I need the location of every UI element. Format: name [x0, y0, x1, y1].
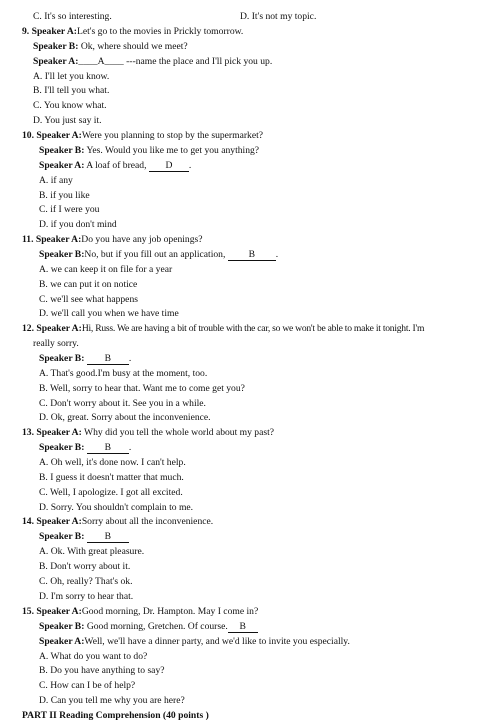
option-text: A. Ok. With great pleasure.: [39, 546, 145, 557]
question-9: [22, 25, 243, 40]
option: [39, 203, 99, 218]
option: [39, 174, 73, 189]
q12-speaker-b: Speaker B: B .: [39, 353, 132, 364]
q9-speaker-b: [33, 40, 188, 55]
option-text: D. Ok, great. Sorry about the inconvenience.: [39, 412, 211, 423]
question-number: 15.: [22, 606, 34, 617]
option-text: C. we'll see what happens: [39, 294, 138, 305]
option: [39, 411, 211, 426]
answer-letter: B: [104, 353, 112, 364]
section-title: PART II Reading Comprehension (40 points ): [22, 710, 209, 721]
dialogue-line: Good morning, Gretchen. Of course.: [86, 621, 228, 632]
speaker-label: Speaker B:: [39, 442, 85, 453]
option-text: D. we'll call you when we have time: [39, 308, 179, 319]
answer-letter: D: [165, 160, 173, 171]
speaker-label: Speaker A:: [36, 130, 82, 141]
question-number: 14.: [22, 516, 34, 527]
option-text: B. Do you have anything to say?: [39, 665, 165, 676]
option: [39, 545, 144, 560]
option-text: B. if you like: [39, 190, 90, 201]
speaker-label: Speaker A:: [35, 234, 82, 245]
q12-continuation: [33, 337, 79, 352]
option-text: C. Oh, really? That's ok.: [39, 576, 133, 587]
option: [39, 307, 179, 322]
question-14: [22, 515, 213, 530]
q11-speaker-b: Speaker B:No, but if you fill out an application, B .: [39, 249, 279, 260]
option: [39, 382, 245, 397]
speaker-label: Speaker A:: [33, 56, 79, 67]
option: [39, 278, 137, 293]
dialogue-line: Were you planning to stop by the supermarket?: [81, 130, 264, 141]
option-text: B. Well, sorry to hear that. Want me to come get you?: [39, 383, 245, 394]
speaker-label: Speaker B:: [39, 145, 85, 156]
dialogue-line: Good morning, Dr. Hampton. May I come in?: [81, 606, 259, 617]
dialogue-line: Let's go to the movies in Prickly tomorrow.: [77, 26, 244, 37]
speaker-label: Speaker B:: [33, 41, 79, 52]
question-10: [22, 129, 263, 144]
q10-speaker-a2: Speaker A: A loaf of bread, D .: [39, 160, 192, 171]
option-text: D. You just say it.: [33, 115, 102, 126]
option-text: C. Well, I apologize. I got all excited.: [39, 487, 183, 498]
question-12: [22, 322, 424, 337]
question-13: [22, 426, 274, 441]
speaker-label: Speaker B:: [39, 353, 85, 364]
speaker-label: Speaker A:: [36, 606, 82, 617]
dialogue-line: Yes. Would you like me to get you anything?: [86, 145, 260, 156]
question-15: [22, 605, 258, 620]
question-number: 13.: [22, 427, 34, 438]
option-text: C. if I were you: [39, 204, 100, 215]
answer-blank: [87, 531, 129, 543]
option-text: A. Oh well, it's done now. I can't help.: [39, 457, 186, 468]
option-text: A. we can keep it on file for a year: [39, 264, 173, 275]
dialogue-line: ---name the place and I'll pick you up.: [123, 56, 273, 67]
q9-speaker-a2: [33, 55, 272, 70]
option-d-prev: [240, 10, 316, 25]
option-text: D. It's not my topic.: [240, 11, 317, 22]
dialogue-line: Sorry about all the inconvenience.: [81, 516, 214, 527]
option: [39, 471, 184, 486]
dialogue-line: Do you have any job openings?: [81, 234, 203, 245]
option: [39, 486, 183, 501]
question-number: 11.: [22, 234, 34, 245]
option: [39, 263, 172, 278]
speaker-label: Speaker A:: [39, 160, 85, 171]
speaker-label: Speaker A:: [36, 427, 82, 438]
option-text: A. That's good.I'm busy at the moment, too.: [39, 368, 208, 379]
answer-letter: B: [104, 531, 112, 542]
option-text: A. I'll let you know.: [33, 71, 110, 82]
option: [39, 560, 130, 575]
dialogue-line: really sorry.: [33, 338, 79, 349]
dialogue-line: No, but if you fill out an application,: [84, 249, 226, 260]
option: [39, 694, 185, 709]
speaker-label: Speaker B:: [39, 531, 85, 542]
q13-speaker-b: Speaker B: B .: [39, 442, 132, 453]
option-text: D. Sorry. You shouldn't complain to me.: [39, 502, 194, 513]
option: [39, 293, 138, 308]
option-text: A. What do you want to do?: [39, 651, 148, 662]
option: [33, 114, 102, 129]
option: [39, 650, 147, 665]
q15-speaker-a2: [39, 635, 350, 650]
section-heading: [22, 709, 209, 724]
option-text: C. How can I be of help?: [39, 680, 136, 691]
speaker-label: Speaker A:: [36, 516, 82, 527]
answer-blank: [228, 249, 276, 261]
option-text: B. I guess it doesn't matter that much.: [39, 472, 184, 483]
option: [39, 679, 135, 694]
option-text: C. It's so interesting.: [33, 11, 112, 22]
option: [39, 590, 133, 605]
dialogue-line: Why did you tell the whole world about my past?: [84, 427, 275, 438]
question-11: [22, 233, 203, 248]
q14-speaker-b: [39, 530, 129, 545]
speaker-label: Speaker A:: [31, 26, 78, 37]
option: [39, 664, 165, 679]
speaker-label: Speaker B:: [39, 621, 85, 632]
option-text: B. I'll tell you what.: [33, 85, 110, 96]
option: [33, 99, 107, 114]
question-number: 10.: [22, 130, 34, 141]
answer-letter: B: [104, 442, 112, 453]
dialogue-line: Ok, where should we meet?: [80, 41, 188, 52]
option: [33, 84, 109, 99]
blank: ____: [78, 56, 98, 67]
answer-letter: B: [239, 621, 246, 632]
answer-blank: [87, 442, 129, 454]
option: [39, 501, 193, 516]
option-text: C. Don't worry about it. See you in a while.: [39, 398, 206, 409]
answer-blank: [228, 621, 258, 633]
dialogue-line: A loaf of bread,: [86, 160, 147, 171]
question-number: 9.: [22, 26, 30, 37]
option: [39, 456, 186, 471]
option-text: D. I'm sorry to hear that.: [39, 591, 134, 602]
speaker-label: Speaker A:: [39, 636, 85, 647]
dialogue-line: Well, we'll have a dinner party, and we'd like to invite you especially.: [84, 636, 350, 647]
blank: ____: [104, 56, 124, 67]
dialogue-line: Hi, Russ. We are having a bit of trouble with the car, so we won't be able to make it tonight. I'm: [81, 323, 425, 334]
answer-letter: B: [248, 249, 255, 260]
option: [39, 575, 132, 590]
option: [39, 397, 206, 412]
option-text: D. Can you tell me why you are here?: [39, 695, 185, 706]
option-text: B. Don't worry about it.: [39, 561, 131, 572]
option: [33, 70, 109, 85]
q10-speaker-b: [39, 144, 259, 159]
option-text: B. we can put it on notice: [39, 279, 138, 290]
option-text: C. You know what.: [33, 100, 107, 111]
option: [39, 367, 207, 382]
q15-speaker-b: [39, 620, 258, 635]
speaker-label: Speaker A:: [36, 323, 82, 334]
option: [39, 189, 90, 204]
answer-blank: [149, 160, 189, 172]
option-text: D. if you don't mind: [39, 219, 117, 230]
option-c-prev: [33, 10, 112, 25]
option-text: A. if any: [39, 175, 73, 186]
speaker-label: Speaker B:: [39, 249, 85, 260]
question-number: 12.: [22, 323, 34, 334]
answer-blank: [87, 353, 129, 365]
answer-letter: A: [97, 56, 105, 67]
option: [39, 218, 117, 233]
